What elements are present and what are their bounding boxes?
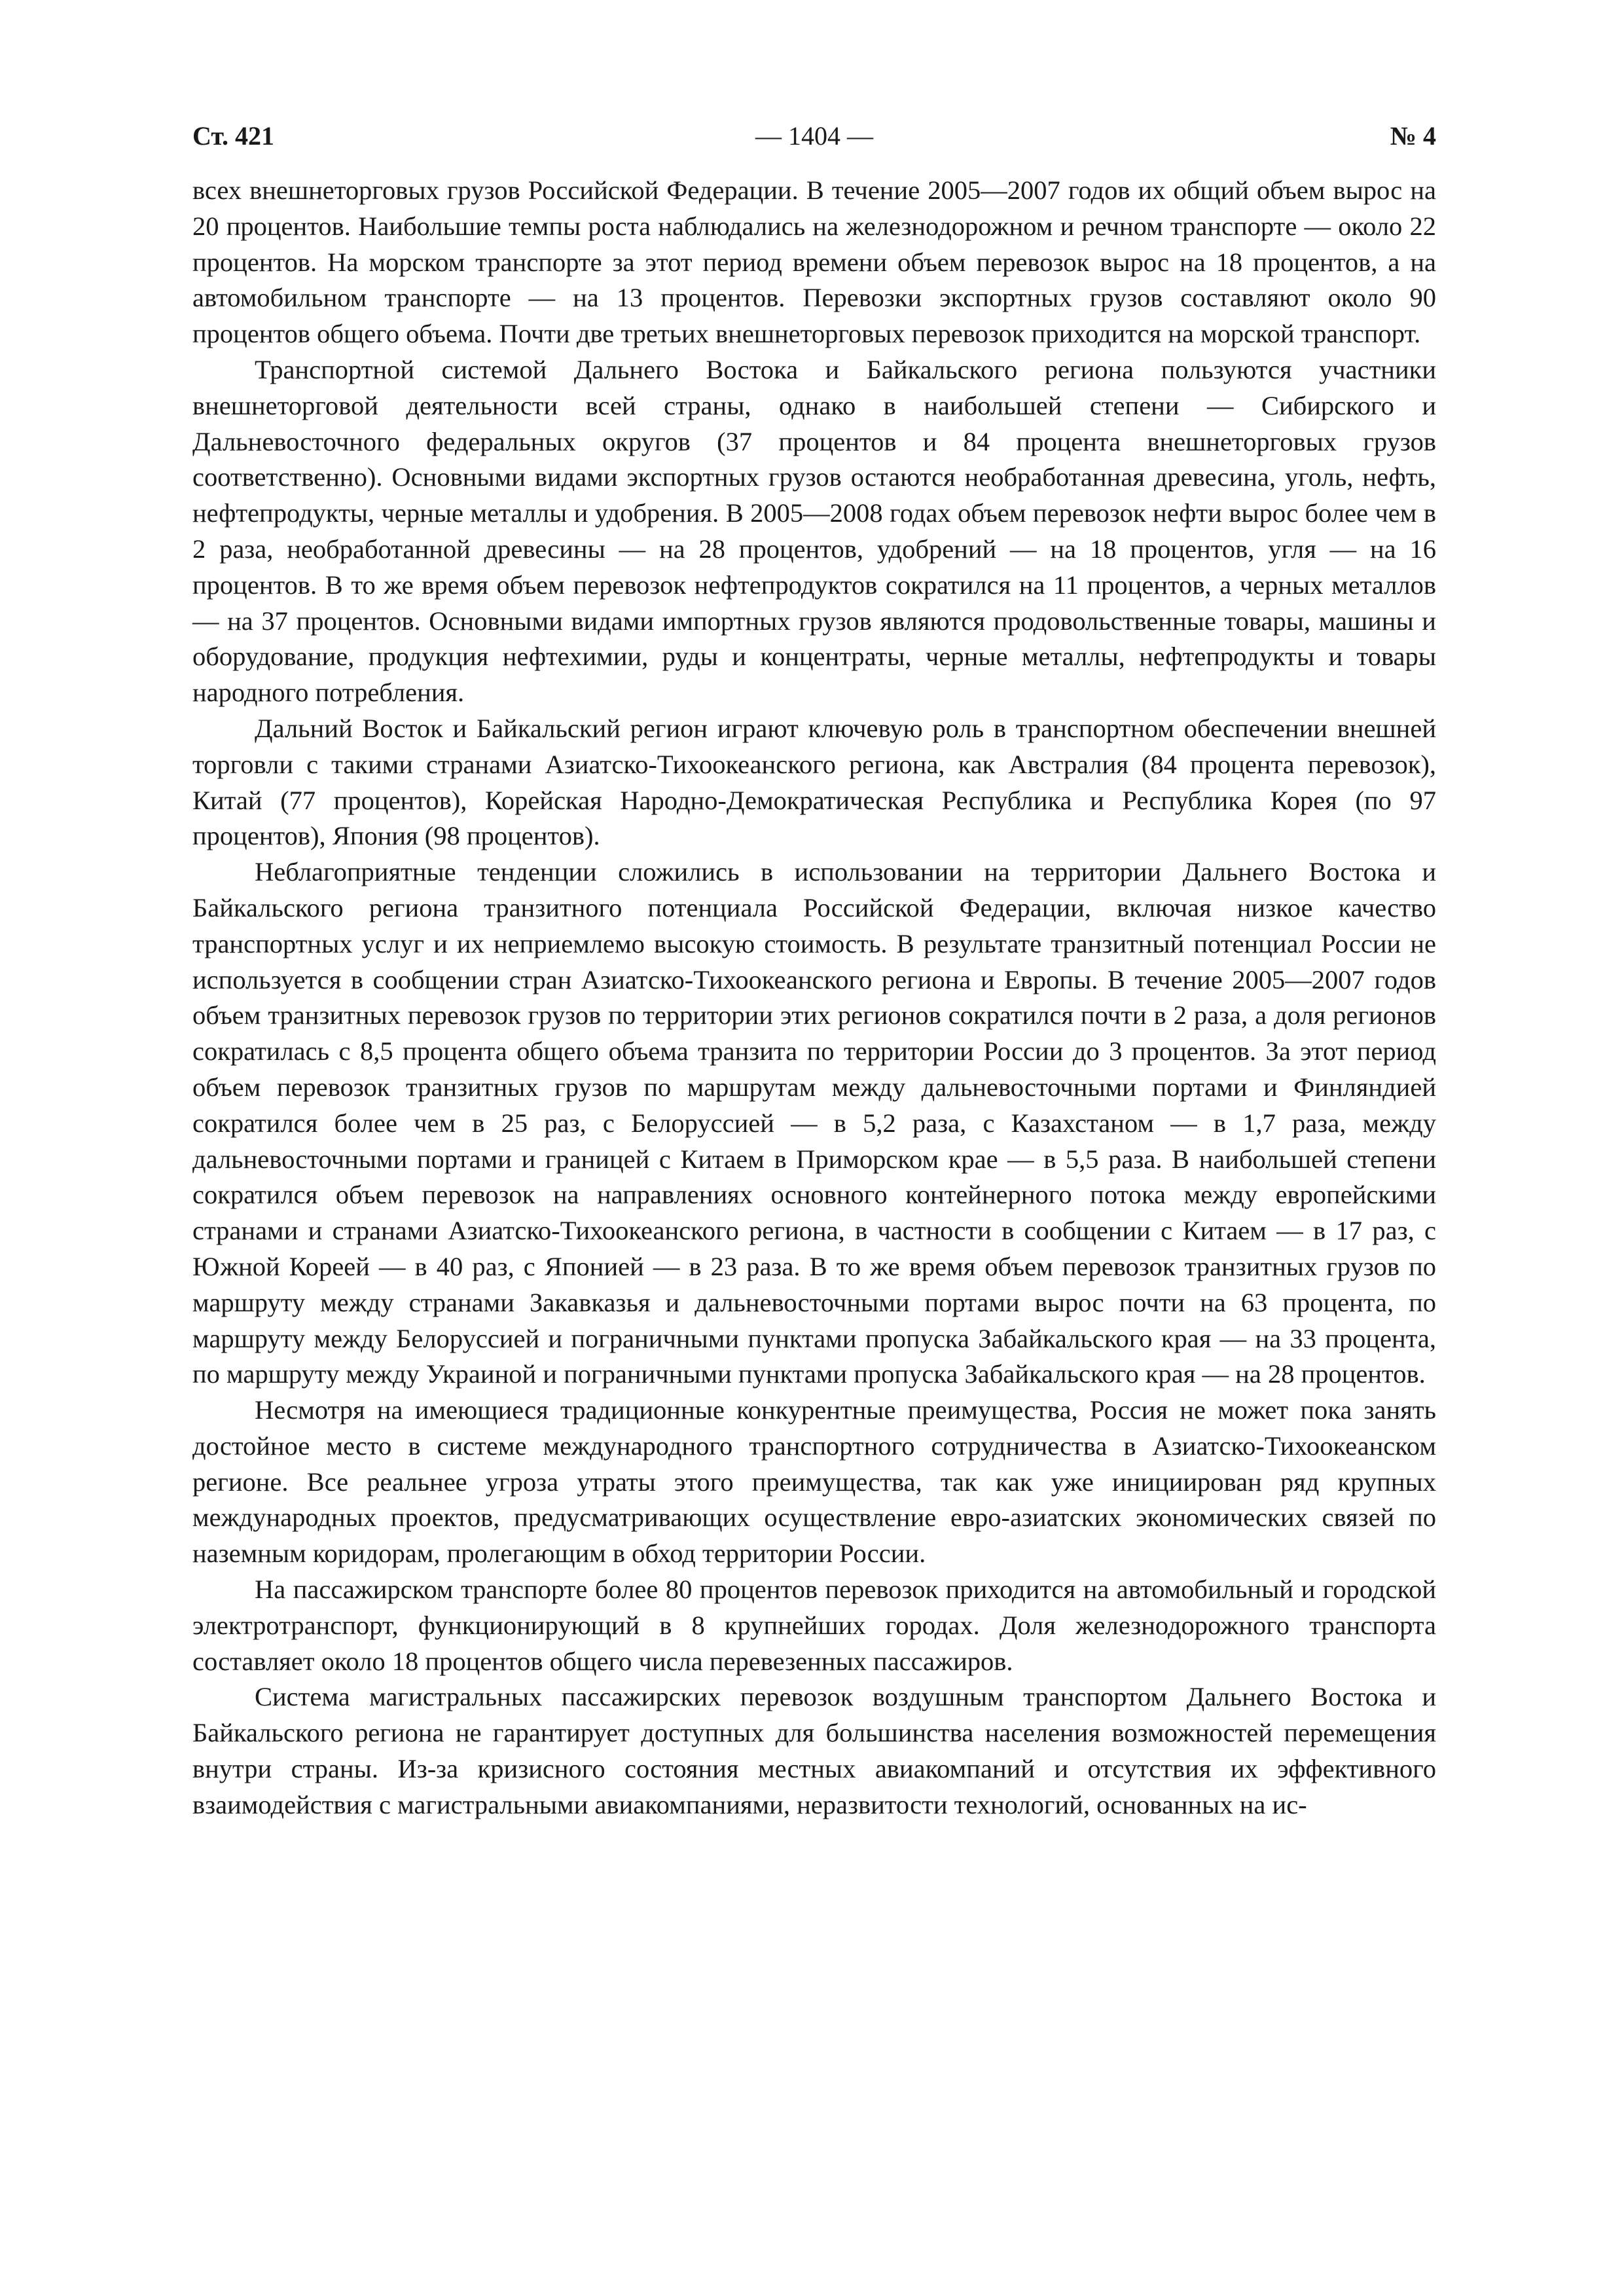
page-header [192,117,1436,156]
paragraph-continuation: всех внешнеторговых грузов Российской Федерации. В течение 2005—2007 годов их общий объем вырос на 20 процентов. Наибольшие темпы роста наблюдались на железнодорожном и речном транспорте — около 22 процентов. На морском транспорте за этот период времени объем перевозок вырос на 18 процентов, а на автомобильном транспорте — на 13 процентов. Перевозки экспортных грузов составляют около 90 процентов общего объема. Почти две третьих внешнеторговых перевозок приходится на морской транспорт. [192,175,1436,349]
document-body [192,173,1436,1823]
issue-number: № 4 [1390,121,1436,151]
paragraph: Дальний Восток и Байкальский регион играют ключевую роль в транспортном обеспечении внешней торговли с такими странами Азиатско-Тихоокеанского региона, как Австралия (84 процента перевозок), Китай (77 процентов), Корейская Народно-Демократическая Республика и Республика Корея (по 97 процентов), Япония (98 процентов). [192,713,1436,851]
article-number: Ст. 421 [192,121,274,151]
paragraph: Система магистральных пассажирских перевозок воздушным транспортом Дальнего Востока и Байкальского региона не гарантирует доступных для большинства населения возможностей перемещения внутри страны. Из-за кризисного состояния местных авиакомпаний и отсутствия их эффективного взаимодействия с магистральными авиакомпаниями, неразвитости технологий, основанных на ис- [192,1682,1436,1819]
page-number: — 1404 — [755,121,873,151]
paragraph: Транспортной системой Дальнего Востока и Байкальского региона пользуются участники внешнеторговой деятельности всей страны, однако в наибольшей степени — Сибирского и Дальневосточного федеральных округов (37 процентов и 84 процента внешнеторговых грузов соответственно). Основными видами экспортных грузов остаются необработанная древесина, уголь, нефть, нефтепродукты, черные металлы и удобрения. В 2005—2008 годах объем перевозок нефти вырос более чем в 2 раза, необработанной древесины — на 28 процентов, удобрений — на 18 процентов, угля — на 16 процентов. В то же время объем перевозок нефтепродуктов сократился на 11 процентов, а черных металлов — на 37 процентов. Основными видами импортных грузов являются продовольственные товары, машины и оборудование, продукция нефтехимии, руды и концентраты, черные металлы, нефтепродукты и товары народного потребления. [192,354,1436,708]
paragraph: Несмотря на имеющиеся традиционные конкурентные преимущества, Россия не может пока занять достойное место в системе международного транспортного сотрудничества в Азиатско-Тихоокеанском регионе. Все реальнее угроза утраты этого преимущества, так как уже инициирован ряд крупных международных проектов, предусматривающих осуществление евро-азиатских экономических связей по наземным коридорам, пролегающим в обход территории России. [192,1395,1436,1569]
paragraph: На пассажирском транспорте более 80 процентов перевозок приходится на автомобильный и городской электротранспорт, функционирующий в 8 крупнейших городах. Доля железнодорожного транспорта составляет около 18 процентов общего числа перевезенных пассажиров. [192,1575,1436,1676]
document-page [192,0,1436,2296]
paragraph: Неблагоприятные тенденции сложились в использовании на территории Дальнего Востока и Байкальского региона транзитного потенциала Российской Федерации, включая низкое качество транспортных услуг и их неприемлемо высокую стоимость. В результате транзитный потенциал России не используется в сообщении стран Азиатско-Тихоокеанского региона и Европы. В течение 2005—2007 годов объем транзитных перевозок грузов по территории этих регионов сократился почти в 2 раза, а доля регионов сократилась с 8,5 процента общего объема транзита по территории России до 3 процентов. За этот период объем перевозок транзитных грузов по маршрутам между дальневосточными портами и Финляндией сократился более чем в 25 раз, с Белоруссией — в 5,2 раза, с Казахстаном — в 1,7 раза, между дальневосточными портами и границей с Китаем в Приморском крае — в 5,5 раза. В наибольшей степени сократился объем перевозок на направлениях основного контейнерного потока между европейскими странами и странами Азиатско-Тихоокеанского региона, в частности в сообщении с Китаем — в 17 раз, с Южной Кореей — в 40 раз, с Японией — в 23 раза. В то же время объем перевозок транзитных грузов по маршруту между странами Закавказья и дальневосточными портами вырос почти на 63 процента, по маршруту между Белоруссией и пограничными пунктами пропуска Забайкальского края — на 33 процента, по маршруту между Украиной и пограничными пунктами пропуска Забайкальского края — на 28 процентов. [192,857,1436,1389]
